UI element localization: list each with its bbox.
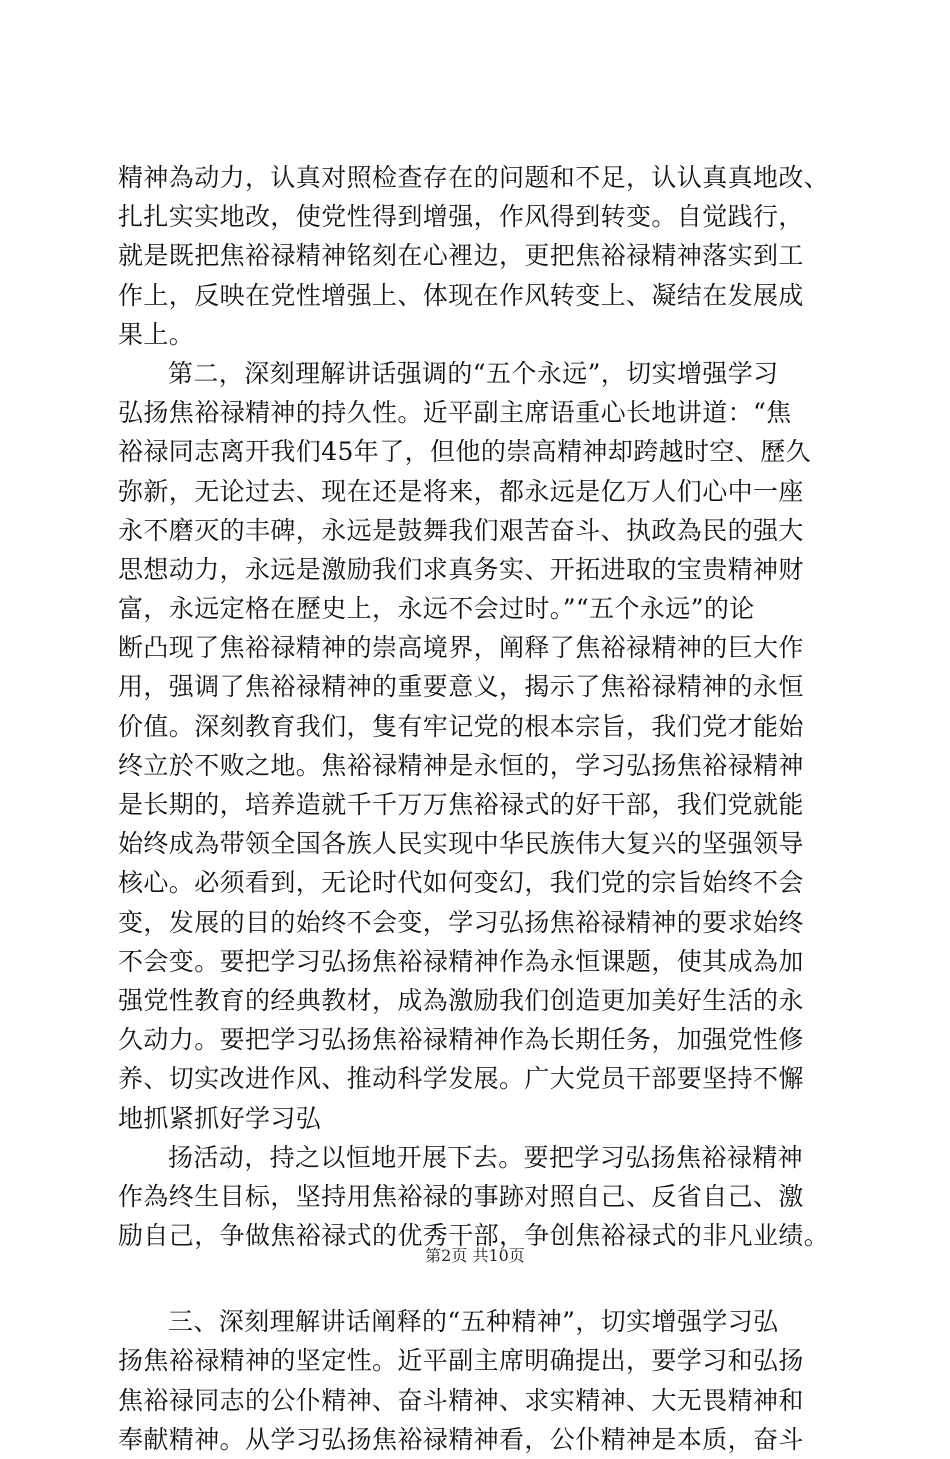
paragraph-start-line: 第二，深刻理解讲话强调的“五个永远”，切实增强学习 bbox=[168, 358, 779, 388]
text-line: 裕禄同志离开我们45年了，但他的崇高精神却跨越时空、歷久 bbox=[118, 437, 812, 467]
text-line: 扬焦裕禄精神的坚定性。近平副主席明确提出，要学习和弘扬 bbox=[118, 1346, 804, 1376]
text-line: 始终成為带领全国各族人民实现中华民族伟大复兴的坚强领导 bbox=[118, 829, 804, 859]
text-line: 富，永远定格在歷史上，永远不会过时。”“五个永远”的论 bbox=[118, 594, 755, 624]
paragraph-start-line: 扬活动，持之以恒地开展下去。要把学习弘扬焦裕禄精神 bbox=[168, 1142, 804, 1172]
text-line: 不会变。要把学习弘扬焦裕禄精神作為永恒课题，使其成為加 bbox=[118, 946, 804, 976]
text-line: 用，强调了焦裕禄精神的重要意义，揭示了焦裕禄精神的永恒 bbox=[118, 672, 804, 702]
text-line: 弥新，无论过去、现在还是将来，都永远是亿万人们心中一座 bbox=[118, 476, 804, 506]
text-line: 作為终生目标，坚持用焦裕禄的事跡对照自己、反省自己、激 bbox=[118, 1181, 804, 1211]
text-line: 扎扎实实地改，使党性得到增强，作风得到转变。自觉践行， bbox=[118, 202, 804, 232]
text-line: 变，发展的目的始终不会变，学习弘扬焦裕禄精神的要求始终 bbox=[118, 907, 804, 937]
text-line: 永不磨灭的丰碑，永远是鼓舞我们艰苦奋斗、执政為民的强大 bbox=[118, 515, 804, 545]
text-line: 断凸现了焦裕禄精神的崇高境界，阐释了焦裕禄精神的巨大作 bbox=[118, 633, 804, 663]
page-footer bbox=[0, 1246, 950, 1266]
text-line: 精神為动力，认真对照检查存在的问题和不足，认认真真地改、 bbox=[118, 163, 830, 192]
text-line: 奉献精神。从学习弘扬焦裕禄精神看，公仆精神是本质，奋斗 bbox=[118, 1424, 804, 1454]
text-line: 久动力。要把学习弘扬焦裕禄精神作為长期任务，加强党性修 bbox=[118, 1025, 804, 1055]
text-line: 作上，反映在党性增强上、体现在作风转变上、凝结在发展成 bbox=[118, 280, 804, 310]
page-number-label: 第2页 共10页 bbox=[425, 1246, 525, 1265]
text-line: 是长期的，培养造就千千万万焦裕禄式的好干部，我们党就能 bbox=[118, 790, 804, 819]
text-line: 弘扬焦裕禄精神的持久性。近平副主席语重心长地讲道：“焦 bbox=[118, 398, 792, 428]
text-line: 果上。 bbox=[118, 319, 195, 349]
text-line: 养、切实改进作风、推动科学发展。广大党员干部要坚持不懈 bbox=[118, 1064, 804, 1094]
paragraph-start-line: 三、深刻理解讲话阐释的“五种精神”，切实增强学习弘 bbox=[168, 1307, 779, 1337]
text-line: 核心。必须看到，无论时代如何变幻，我们党的宗旨始终不会 bbox=[118, 868, 804, 898]
text-line: 就是既把焦裕禄精神铭刻在心裡边，更把焦裕禄精神落实到工 bbox=[118, 241, 804, 271]
text-line: 强党性教育的经典教材，成為激励我们创造更加美好生活的永 bbox=[118, 985, 804, 1015]
text-line: 励自己，争做焦裕禄式的优秀干部，争创焦裕禄式的非凡业绩。 bbox=[118, 1221, 830, 1251]
text-line: 价值。深刻教育我们，隻有牢记党的根本宗旨，我们党才能始 bbox=[118, 711, 804, 741]
text-line: 焦裕禄同志的公仆精神、奋斗精神、求实精神、大无畏精神和 bbox=[118, 1385, 804, 1415]
text-line: 思想动力，永远是激励我们求真务实、开拓进取的宝贵精神财 bbox=[118, 554, 804, 584]
text-line: 地抓紧抓好学习弘 bbox=[118, 1103, 322, 1133]
text-line: 终立於不败之地。焦裕禄精神是永恒的，学习弘扬焦裕禄精神 bbox=[118, 750, 804, 780]
